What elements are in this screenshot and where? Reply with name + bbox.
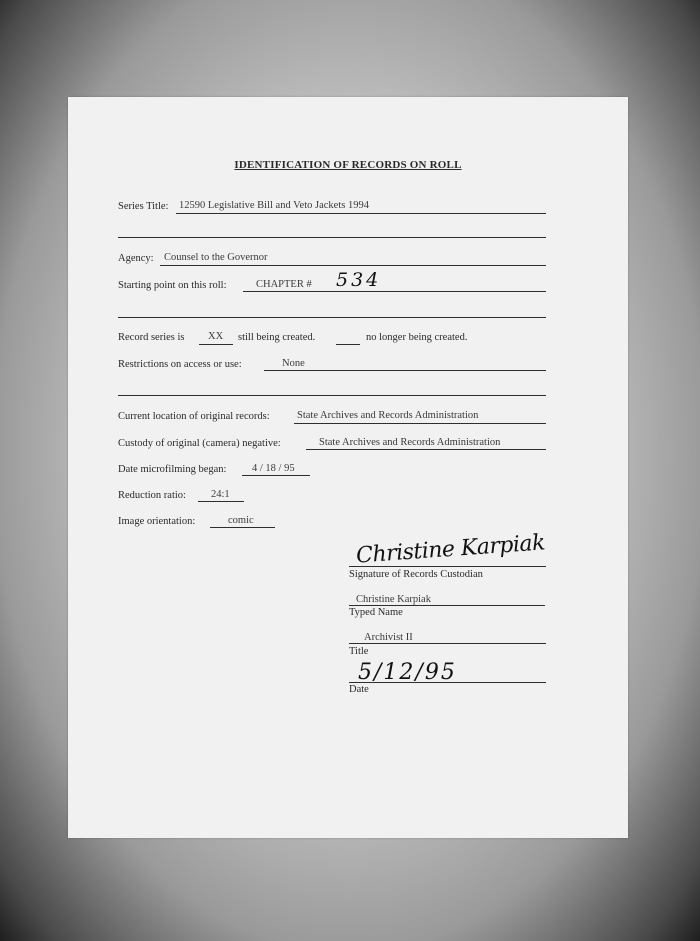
current-location-line bbox=[294, 423, 546, 424]
restrictions-value: None bbox=[282, 358, 305, 369]
custodian-signature: Christine Karpiak bbox=[355, 530, 546, 569]
restrictions-second-line bbox=[118, 395, 546, 396]
agency-value: Counsel to the Governor bbox=[164, 252, 268, 263]
typed-name-label: Typed Name bbox=[349, 607, 403, 618]
starting-point-line bbox=[243, 291, 546, 292]
record-series-no-longer-line bbox=[336, 344, 360, 345]
date-began-label: Date microfilming began: bbox=[118, 464, 227, 475]
reduction-label: Reduction ratio: bbox=[118, 490, 186, 501]
starting-point-second-line bbox=[118, 317, 546, 318]
custody-label: Custody of original (camera) negative: bbox=[118, 438, 281, 449]
record-series-still-line bbox=[199, 344, 233, 345]
series-title-second-line bbox=[118, 237, 546, 238]
date-line bbox=[349, 682, 546, 683]
series-title-label: Series Title: bbox=[118, 201, 169, 212]
restrictions-label: Restrictions on access or use: bbox=[118, 359, 242, 370]
starting-point-value: CHAPTER # bbox=[256, 279, 312, 290]
reduction-value: 24:1 bbox=[211, 489, 230, 500]
orientation-line bbox=[210, 527, 275, 528]
title-value: Archivist II bbox=[364, 632, 413, 643]
orientation-label: Image orientation: bbox=[118, 516, 196, 527]
date-handwritten: 5/12/95 bbox=[358, 660, 457, 685]
date-label: Date bbox=[349, 684, 369, 695]
series-title-line bbox=[176, 213, 546, 214]
current-location-value: State Archives and Records Administration bbox=[297, 410, 479, 421]
record-series-still-mark: XX bbox=[208, 331, 224, 342]
typed-name-value: Christine Karpiak bbox=[356, 594, 431, 605]
title-line bbox=[349, 643, 546, 644]
typed-name-line bbox=[349, 605, 545, 606]
form-title: IDENTIFICATION OF RECORDS ON ROLL bbox=[234, 159, 462, 171]
records-form-sheet bbox=[68, 97, 628, 838]
current-location-label: Current location of original records: bbox=[118, 411, 270, 422]
signature-label: Signature of Records Custodian bbox=[349, 569, 483, 580]
record-series-label: Record series is bbox=[118, 332, 185, 343]
series-title-value: 12590 Legislative Bill and Veto Jackets 1994 bbox=[179, 200, 369, 211]
date-began-value: 4 / 18 / 95 bbox=[252, 463, 295, 474]
reduction-line bbox=[198, 501, 244, 502]
starting-point-handwritten: 534 bbox=[336, 269, 382, 291]
record-series-still-text: still being created. bbox=[238, 332, 316, 343]
custody-value: State Archives and Records Administration bbox=[319, 437, 501, 448]
starting-point-label: Starting point on this roll: bbox=[118, 280, 227, 291]
signature-line bbox=[349, 566, 546, 567]
custody-line bbox=[306, 449, 546, 450]
restrictions-line bbox=[264, 370, 546, 371]
record-series-no-longer-text: no longer being created. bbox=[366, 332, 468, 343]
agency-label: Agency: bbox=[118, 253, 154, 264]
title-label: Title bbox=[349, 646, 369, 657]
agency-line bbox=[160, 265, 546, 266]
orientation-value: comic bbox=[228, 515, 254, 526]
date-began-line bbox=[242, 475, 310, 476]
